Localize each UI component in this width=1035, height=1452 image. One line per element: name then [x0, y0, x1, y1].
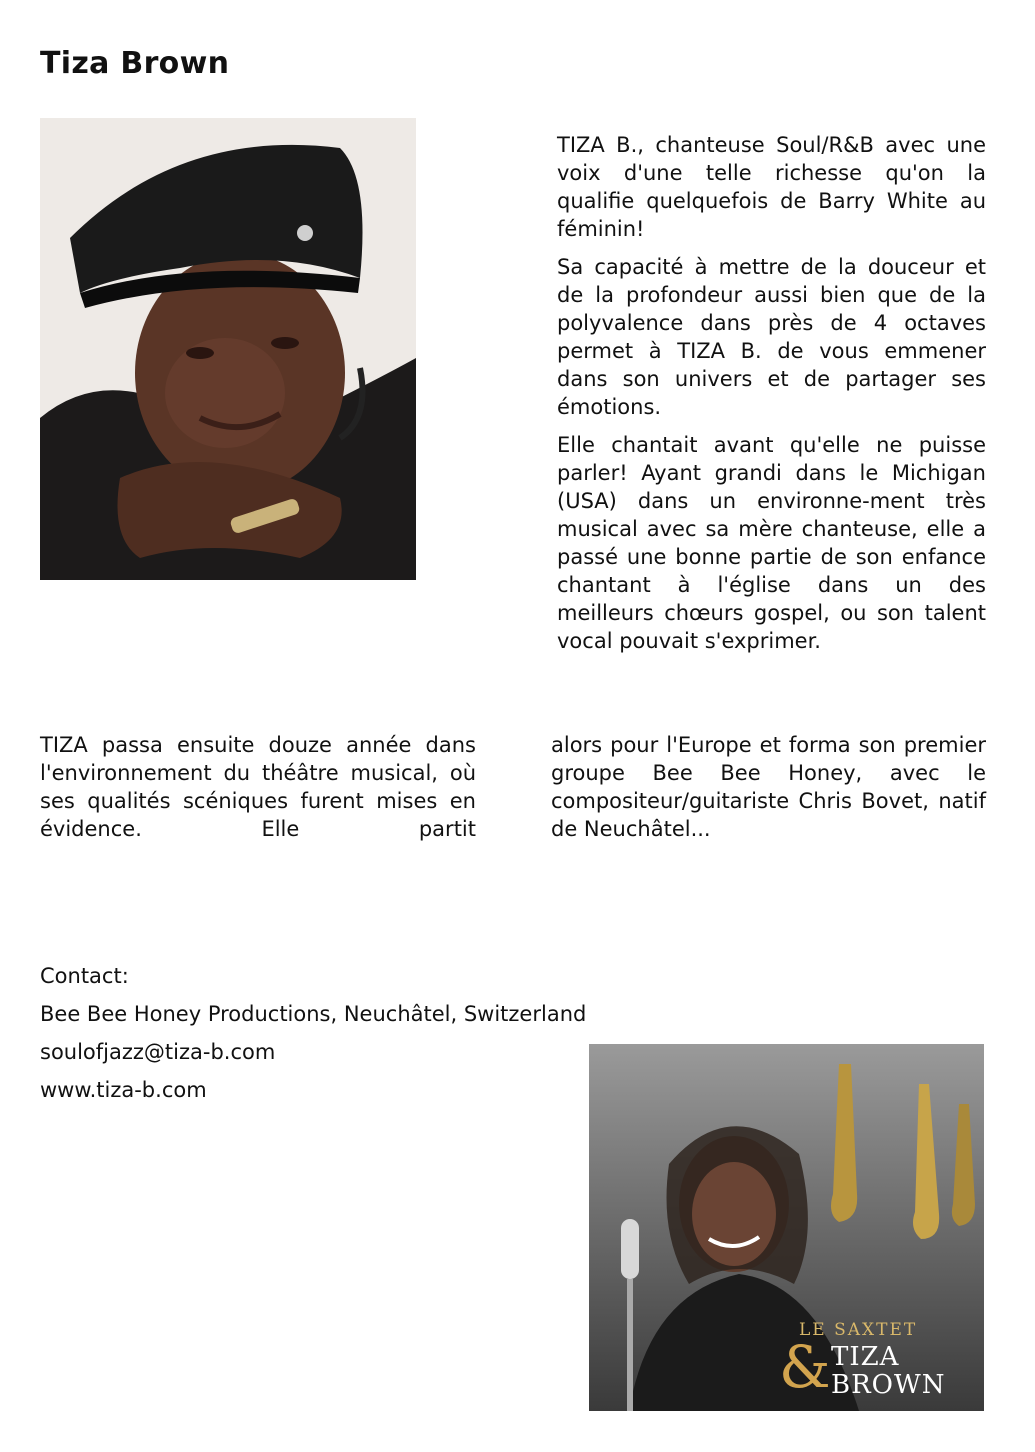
album-cover — [589, 1044, 984, 1411]
bio-column — [557, 131, 986, 665]
bio-paragraph-3: Elle chantait avant qu'elle ne puisse parler! Ayant grandi dans le Michigan (USA) dans un environne-ment très musical avec sa mère chanteuse, elle a passé une bonne partie de son enfance chantant à l'église dans un des meilleurs chœurs gospel, ou son talent vocal pouvait s'exprimer. — [557, 433, 986, 653]
continuation-left-column: TIZA passa ensuite douze année dans l'environnement du théâtre musical, où ses qualités scéniques furent mises en évidence. Elle partit — [40, 733, 476, 841]
album-ampersand: & — [779, 1333, 831, 1401]
contact-company: Bee Bee Honey Productions, Neuchâtel, Switzerland — [40, 1002, 587, 1026]
contact-heading: Contact: — [40, 964, 129, 988]
bio-paragraph-1: TIZA B., chanteuse Soul/R&B avec une voix d'une telle richesse qu'on la qualifie quelquefois de Barry White au féminin! — [557, 133, 986, 241]
contact-website[interactable]: www.tiza-b.com — [40, 1078, 207, 1102]
continuation-right-column: alors pour l'Europe et forma son premier groupe Bee Bee Honey, avec le compositeur/guitariste Chris Bovet, natif de Neuchâtel... — [551, 733, 986, 841]
portrait-photo — [40, 118, 416, 580]
album-label: LE SAXTET — [799, 1320, 918, 1340]
contact-email[interactable]: soulofjazz@tiza-b.com — [40, 1040, 276, 1064]
album-title — [779, 1320, 946, 1401]
album-name-line-2: BROWN — [831, 1370, 946, 1400]
bio-paragraph-2: Sa capacité à mettre de la douceur et de la profondeur aussi bien que de la polyvalence dans près de 4 octaves permet à TIZA B. de vous emmener dans son univers et de partager ses émotions. — [557, 255, 986, 419]
album-name-line-1: TIZA — [831, 1342, 900, 1372]
contact-block — [40, 962, 586, 1114]
page-title: Tiza Brown — [40, 46, 230, 81]
